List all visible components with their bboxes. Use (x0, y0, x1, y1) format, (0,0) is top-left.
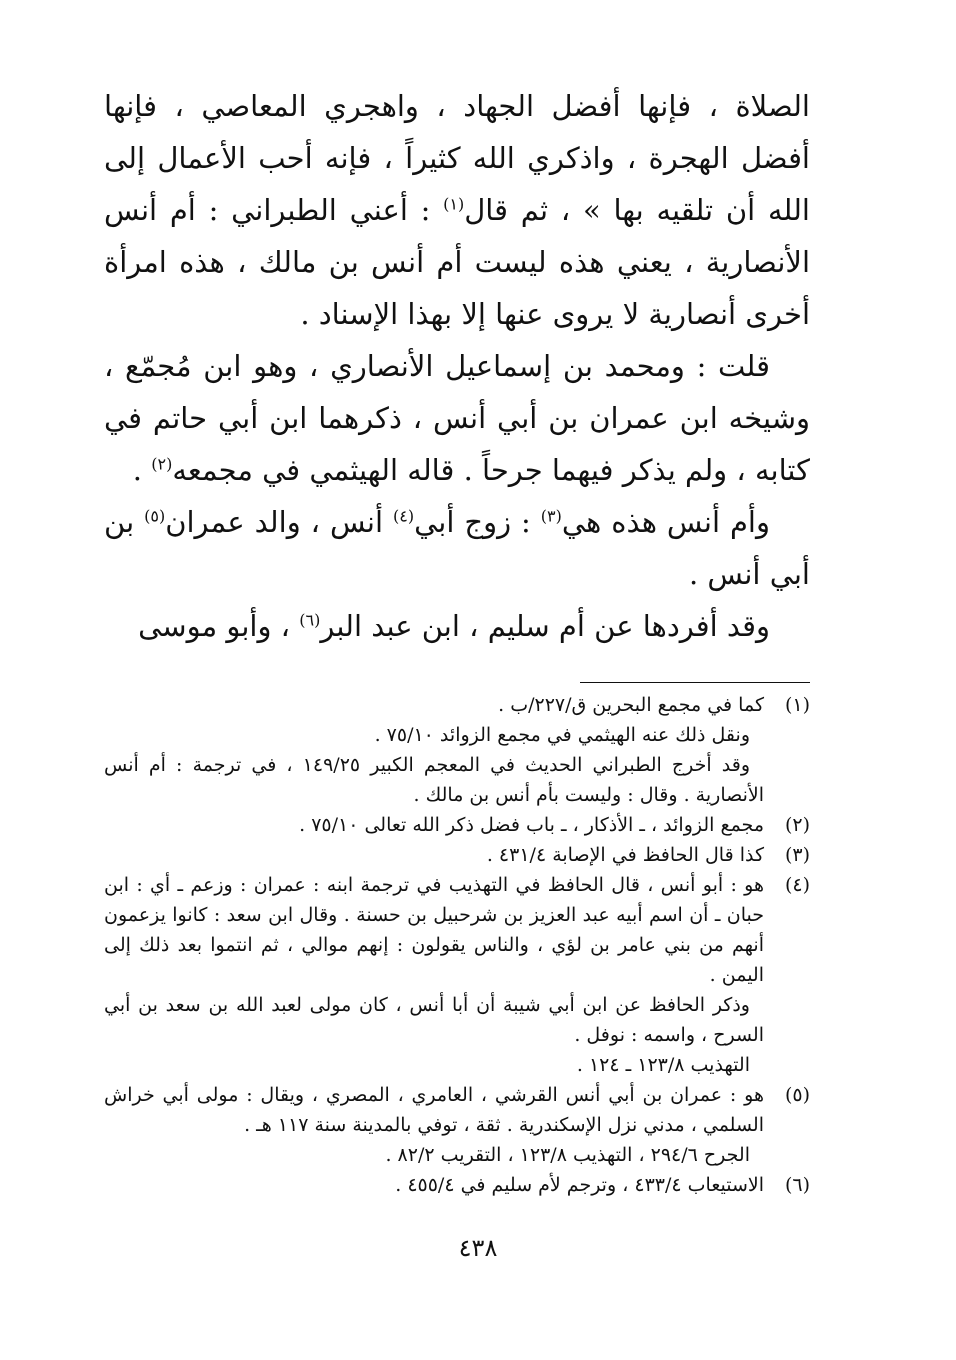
footnote-ref-5[interactable]: (٥) (144, 506, 166, 526)
footnote-4 (104, 870, 810, 1080)
paragraph-3-text-c: أنس ، والد عمران (165, 505, 394, 539)
footnote-line: كذا قال الحافظ في الإصابة ٤٣١/٤ . (486, 844, 764, 866)
footnote-ref-4[interactable]: (٤) (393, 506, 415, 526)
footnote-line: ونقل ذلك عنه الهيثمي في مجمع الزوائد ٧٥/١٠ . (374, 724, 750, 746)
footnote-number: (٦) (784, 1174, 810, 1196)
paragraph-2-text: قلت : ومحمد بن إسماعيل الأنصاري ، وهو ابن مُجمّع ، وشيخه ابن عمران بن أبي أنس ، ذكرهما ابن أبي حاتم في كتابه ، ولم يذكر فيهما جرحاً . قاله الهيثمي في مجمعه (104, 349, 810, 487)
footnotes (104, 690, 810, 1200)
paragraph-4 (104, 600, 810, 652)
footnote-number: (٤) (784, 874, 810, 896)
footnote-separator (580, 682, 810, 683)
paragraph-1-text-rest: : أعني الطبراني : أم أنس الأنصارية ، يعني هذه ليست أم أنس بن مالك ، هذه امرأة أخرى أنصارية لا يروى عنها إلا بهذا الإسناد . (104, 193, 810, 331)
footnote-1 (104, 690, 810, 810)
footnote-line: هو : عمران بن أبي أنس القرشي ، العامري ، المصري ، ويقال : مولى أبي خراش السلمي ، مدني نزل الإسكندرية . ثقة ، توفي بالمدينة سنة ١١٧ هـ . (104, 1084, 764, 1136)
footnote-ref-1[interactable]: (١) (443, 194, 465, 214)
paragraph-2-end: . (132, 453, 152, 487)
footnote-number: (٣) (784, 844, 810, 866)
footnote-line: وقد أخرج الطبراني الحديث في المعجم الكبير ١٤٩/٢٥ ، في ترجمة : أم أنس الأنصارية . وقال : وليست بأم أنس بن مالك . (104, 754, 764, 806)
paragraph-3-text-d: بن أبي أنس . (104, 505, 810, 591)
paragraph-4-text-b: ، وأبو موسى (138, 609, 300, 643)
footnote-ref-2[interactable]: (٢) (151, 454, 173, 474)
paragraph-1-text: الصلاة ، فإنها أفضل الجهاد ، واهجري المعاصي ، فإنها أفضل الهجرة ، واذكري الله كثيراً ، فإنه أحب الأعمال إلى الله أن تلقيه بها » ، ثم قال (104, 89, 810, 227)
footnote-line: مجمع الزوائد ، ـ الأذكار ، ـ باب فضل ذكر الله تعالى ٧٥/١٠ . (299, 814, 764, 836)
paragraph-3-text-a: وأم أنس هذه هي (561, 505, 770, 539)
page-number: ٤٣٨ (458, 1234, 498, 1262)
paragraph-4-text-a: وقد أفردها عن أم سليم ، ابن عبد البر (320, 609, 770, 643)
footnote-number: (١) (784, 694, 810, 716)
footnote-ref-6[interactable]: (٦) (299, 610, 321, 630)
paragraph-2 (104, 340, 810, 496)
footnote-6 (104, 1170, 810, 1200)
footnote-ref-3[interactable]: (٣) (540, 506, 562, 526)
footnote-3 (104, 840, 810, 870)
footnote-number: (٢) (784, 814, 810, 836)
paragraph-3 (104, 496, 810, 600)
footnote-line: الاستيعاب ٤٣٣/٤ ، وترجم لأم سليم في ٤٥٥/٤ . (395, 1174, 764, 1196)
footnote-line: الجرح ٢٩٤/٦ ، التهذيب ١٢٣/٨ ، التقريب ٨٢/٢ . (385, 1144, 750, 1166)
footnote-line: التهذيب ١٢٣/٨ ـ ١٢٤ . (576, 1054, 750, 1076)
book-page (104, 80, 810, 1196)
main-text (104, 80, 810, 652)
footnote-line: كما في مجمع البحرين ق/٢٢٧/ب . (498, 694, 764, 716)
footnote-number: (٥) (784, 1084, 810, 1106)
paragraph-1 (104, 80, 810, 340)
footnote-line: وذكر الحافظ عن ابن أبي شيبة أن أبا أنس ، كان مولى لعبد الله بن سعد بن أبي السرح ، واسمه : نوفل . (104, 994, 764, 1046)
paragraph-3-text-b: : زوج أبي (414, 505, 541, 539)
footnote-5 (104, 1080, 810, 1170)
footnote-line: هو : أبو أنس ، قال الحافظ في التهذيب في ترجمة ابنه : عمران : وزعم ـ أي : ابن حبان ـ أن اسم أبيه عبد العزيز بن شرحبيل بن حسنة . وقال ابن سعد : كانوا يزعمون أنهم من بني عامر بن لؤي ، والناس يقولون : إنهم موالي ، ثم انتموا بعد ذلك إلى اليمن . (104, 874, 764, 986)
footnote-2 (104, 810, 810, 840)
